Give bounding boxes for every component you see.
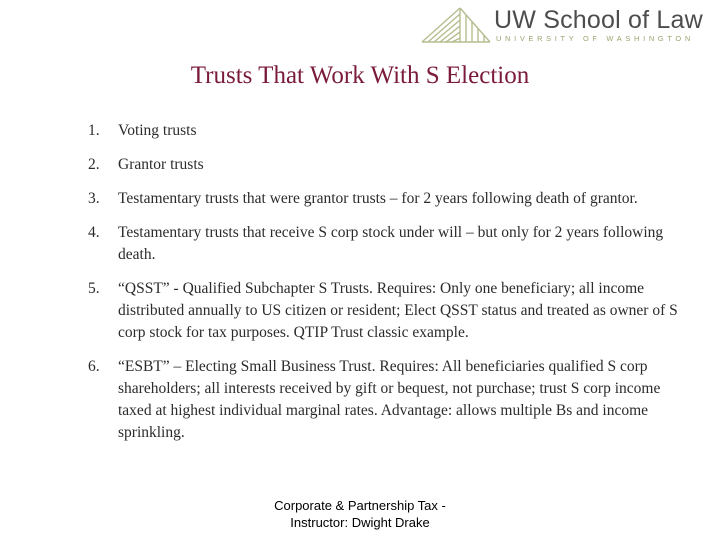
item-text: “ESBT” – Electing Small Business Trust. Requires: All beneficiaries qualified S corp shareholders; all interests received by gift or bequest, not purchase; trust S corp income taxed at highest individual marginal rates. Advantage: allows multiple Bs and income sprinkling.	[118, 358, 661, 441]
list-item	[88, 222, 688, 266]
slide-footer	[220, 497, 500, 531]
item-number: 5.	[88, 280, 100, 297]
item-text: Testamentary trusts that receive S corp stock under will – but only for 2 years following death.	[118, 224, 664, 263]
item-number: 2.	[88, 156, 100, 173]
item-number: 1.	[88, 122, 100, 139]
item-text: Grantor trusts	[118, 156, 204, 173]
uw-law-building-icon	[420, 4, 492, 44]
uw-law-logo	[420, 4, 716, 48]
logo-subtitle: UNIVERSITY OF WASHINGTON	[496, 34, 694, 43]
footer-instructor: Instructor: Dwight Drake	[290, 515, 430, 530]
item-number: 3.	[88, 190, 100, 207]
trust-list	[88, 120, 688, 456]
list-item	[88, 278, 688, 344]
list-item	[88, 188, 688, 210]
logo-wordmark: UW School of Law	[494, 6, 703, 34]
item-number: 6.	[88, 358, 100, 375]
list-item	[88, 154, 688, 176]
list-item	[88, 356, 688, 444]
item-text: Testamentary trusts that were grantor trusts – for 2 years following death of grantor.	[118, 190, 638, 207]
footer-course: Corporate & Partnership Tax -	[274, 498, 446, 513]
item-number: 4.	[88, 224, 100, 241]
item-text: Voting trusts	[118, 122, 197, 139]
slide-title: Trusts That Work With S Election	[190, 62, 530, 89]
item-text: “QSST” - Qualified Subchapter S Trusts. Requires: Only one beneficiary; all income distributed annually to US citizen or resident; Elect QSST status and treated as owner of S corp stock for tax purposes. QTIP Trust classic example.	[118, 280, 678, 341]
list-item	[88, 120, 688, 142]
